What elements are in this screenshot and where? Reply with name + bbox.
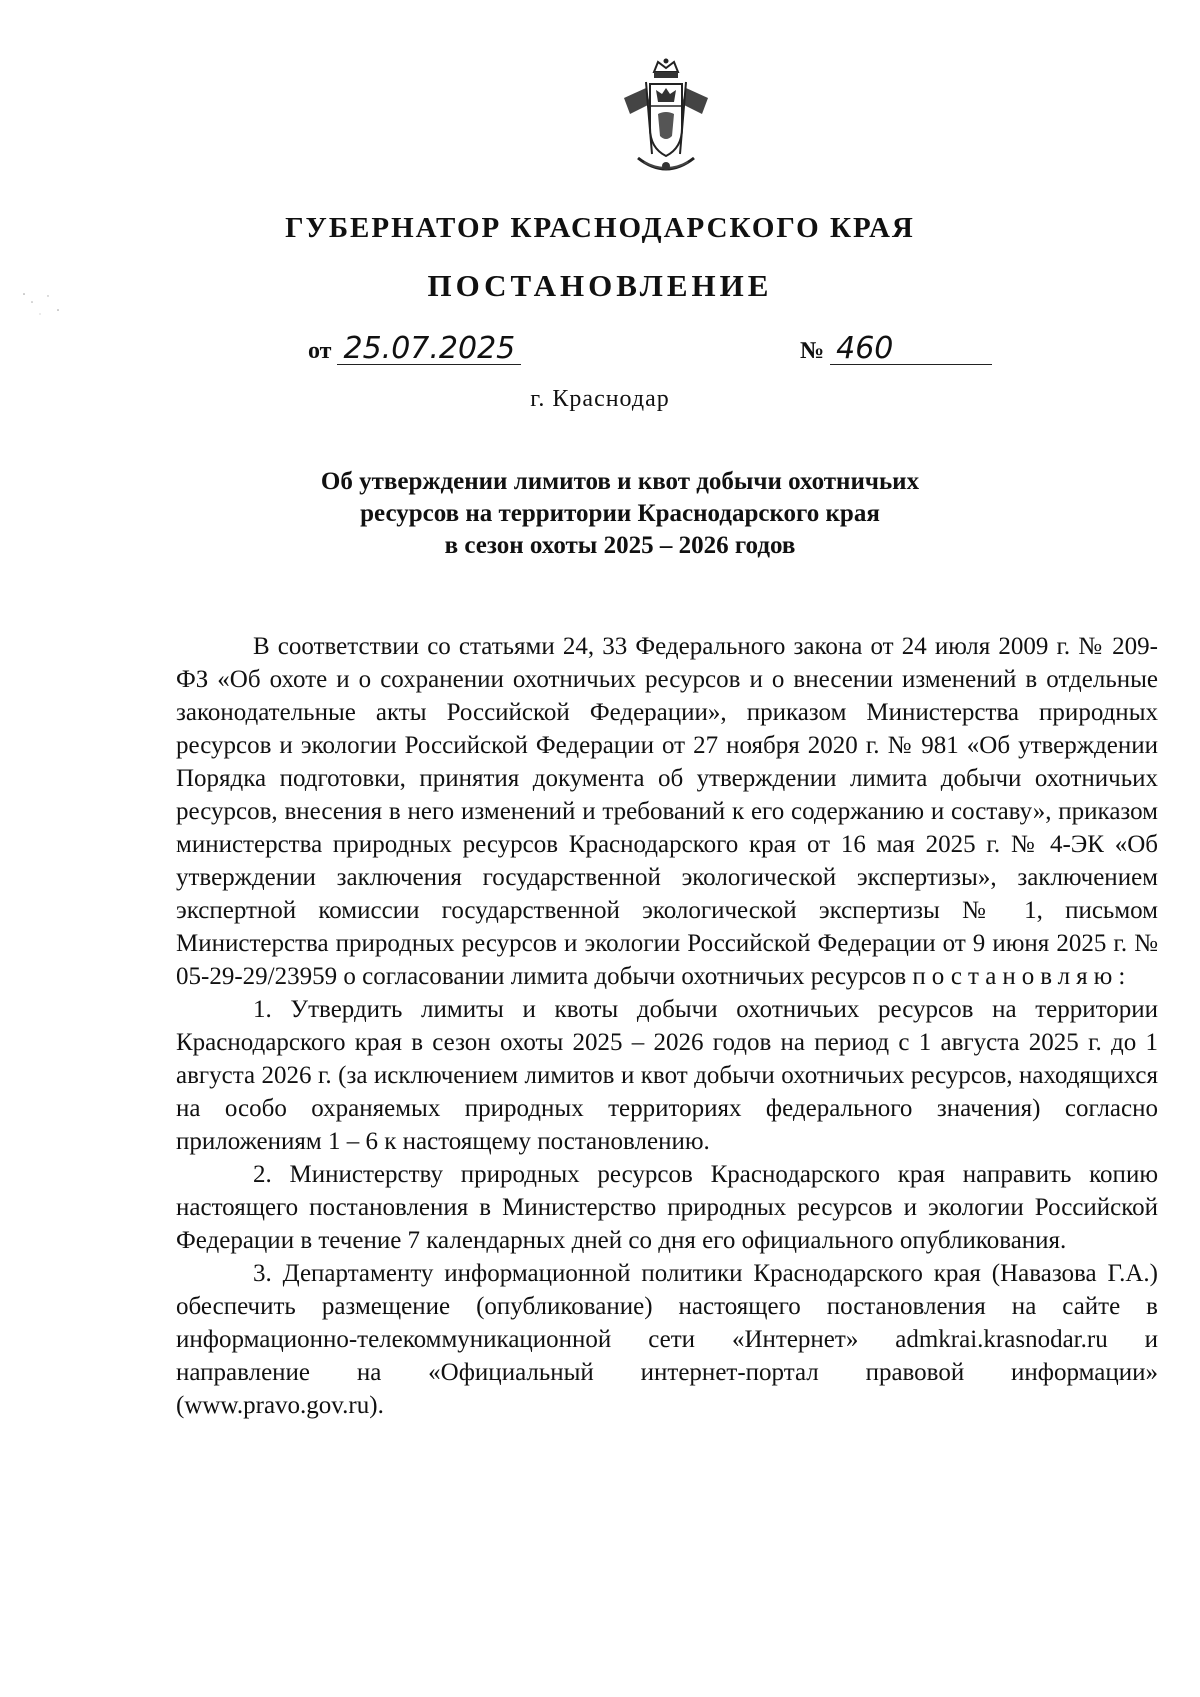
document-type: ПОСТАНОВЛЕНИЕ	[427, 268, 773, 303]
coat-of-arms-icon	[616, 58, 716, 180]
number-value: 460	[830, 334, 992, 365]
clause-1: 1. Утвердить лимиты и квоты добычи охотничьих ресурсов на территории Краснодарского края в сезон охоты 2025 – 2026 годов на период с 1 августа 2025 г. до 1 августа 2026 г. (за исключением лимитов и квот добычи охотничьих ресурсов, находящихся на особо охраняемых природных территориях федерального значения) согласно приложениям 1 – 6 к настоящему постановлению.	[176, 996, 1158, 1155]
decree-word: постановляю:	[912, 963, 1132, 990]
city: г. Краснодар	[530, 386, 670, 412]
date-label: от	[308, 338, 332, 364]
title-line: Об утверждении лимитов и квот добычи охотничьих	[320, 468, 920, 495]
clause-3: 3. Департаменту информационной политики Краснодарского края (Навазова Г.А.) обеспечить размещение (опубликование) настоящего постановления на сайте в информационно-телекоммуникационной сети «Интернет» admkrai.krasnodar.ru и направление на «Официальный интернет-портал правовой информации» (www.pravo.gov.ru).	[176, 1260, 1158, 1419]
number-field	[800, 331, 992, 366]
issuing-authority: ГУБЕРНАТОР КРАСНОДАРСКОГО КРАЯ	[285, 212, 915, 244]
date-value: 25.07.2025	[337, 334, 521, 365]
number-label: №	[800, 338, 825, 364]
date-field	[308, 331, 521, 366]
title-line: ресурсов на территории Краснодарского края	[360, 500, 880, 527]
preamble-paragraph	[176, 630, 1158, 993]
clause-2: 2. Министерству природных ресурсов Краснодарского края направить копию настоящего постановления в Министерство природных ресурсов и экологии Российской Федерации в течение 7 календарных дней со дня его официального опубликования.	[176, 1161, 1158, 1254]
preamble-text: В соответствии со статьями 24, 33 Федерального закона от 24 июля 2009 г. № 209-ФЗ «Об охоте и о сохранении охотничьих ресурсов и о внесении изменений в отдельные законодательные акты Российской Федерации», приказом Министерства природных ресурсов и экологии Российской Федерации от 27 ноября 2020 г. № 981 «Об утверждении Порядка подготовки, принятия документа об утверждении лимита добычи охотничьих ресурсов, внесения в него изменений и требований к его содержанию и составу», приказом министерства природных ресурсов Краснодарского края от 16 мая 2025 г. № 4-ЭК «Об утверждении заключения государственной экологической экспертизы», заключением экспертной комиссии государственной экологической экспертизы № 1, письмом Министерства природных ресурсов и экологии Российской Федерации от 9 июня 2025 г. № 05-29-29/23959 о согласовании лимита добычи охотничьих ресурсов	[176, 633, 1158, 990]
document-body	[176, 630, 1158, 1422]
document-title	[250, 466, 990, 562]
title-line: в сезон охоты 2025 – 2026 годов	[444, 532, 796, 559]
